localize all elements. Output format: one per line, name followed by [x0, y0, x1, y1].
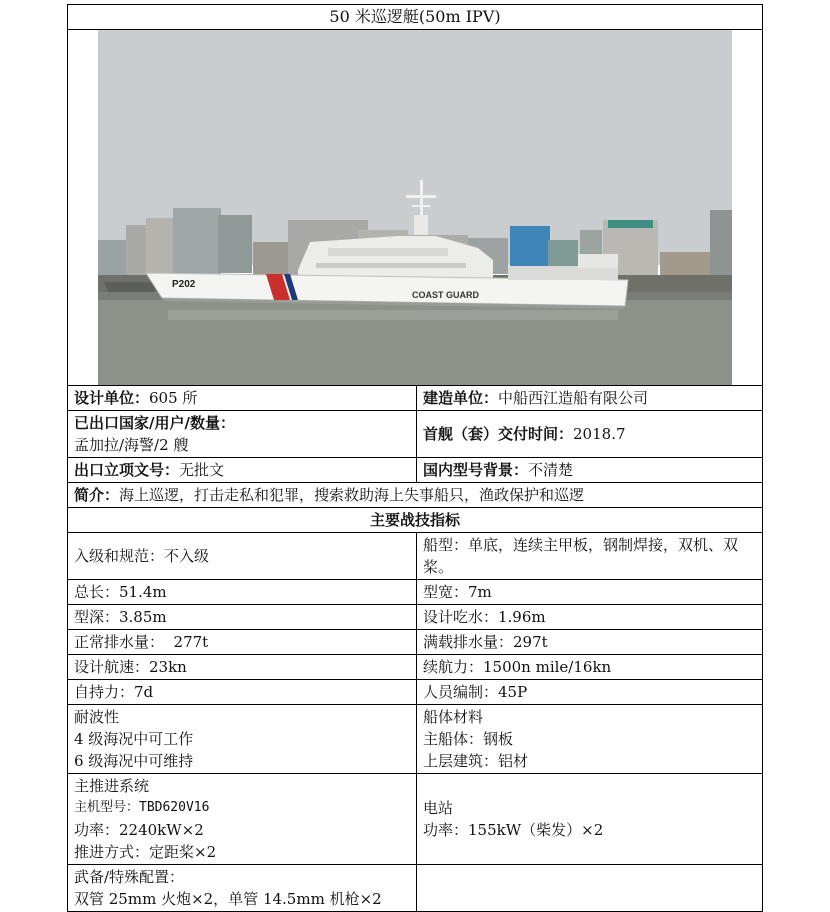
weapons-cell [68, 865, 417, 911]
row-propulsion-power [68, 773, 762, 864]
page-title: 50 米巡逻艇(50m IPV) [329, 7, 501, 26]
row-depth-draft [68, 604, 762, 629]
class-cell: 入级和规范：不入级 [68, 533, 417, 579]
hull-material-line: 上层建筑：铝材 [423, 752, 529, 770]
seakeeping-title: 耐波性 [74, 708, 120, 726]
depth-cell: 型深：3.85m [68, 605, 417, 629]
row-seakeeping-material [68, 704, 762, 773]
delivery-label: 首舰（套）交付时间： [423, 425, 574, 443]
power-station-cell [417, 774, 762, 864]
approval-label: 出口立项文号： [74, 461, 180, 479]
intro-value: 海上巡逻，打击走私和犯罪，搜索救助海上失事船只，渔政保护和巡逻 [119, 486, 585, 504]
row-spec-header [68, 507, 762, 532]
row-endurance-crew [68, 679, 762, 704]
domestic-label: 国内型号背景： [423, 461, 529, 479]
builder-value: 中船西江造船有限公司 [498, 389, 649, 407]
intro-label: 简介： [74, 486, 120, 504]
approval-cell [68, 458, 417, 482]
builder-cell [417, 386, 762, 410]
propulsion-line: 功率：2240kW×2 [74, 821, 204, 839]
designer-label: 设计单位： [74, 389, 150, 407]
propulsion-line: 推进方式：定距桨×2 [74, 843, 217, 861]
hull-material-line: 主船体：钢板 [423, 730, 514, 748]
domestic-cell [417, 458, 762, 482]
endurance-cell: 自持力：7d [68, 680, 417, 704]
intro-cell [68, 483, 762, 507]
seakeeping-cell [68, 705, 417, 773]
hull-material-title: 船体材料 [423, 708, 484, 726]
export-value: 孟加拉/海警/2 艘 [74, 436, 189, 454]
beam-cell: 型宽：7m [423, 583, 492, 601]
designer-cell [68, 386, 417, 410]
row-length-beam [68, 579, 762, 604]
normal-displacement-cell: 正常排水量： 277t [68, 630, 417, 654]
row-speed-range [68, 654, 762, 679]
spec-sheet [67, 4, 763, 912]
row-export-delivery [68, 410, 762, 457]
propulsion-title: 主推进系统 [74, 777, 150, 795]
propulsion-line: 主机型号：TBD620V16 [74, 800, 210, 815]
row-weapons [68, 864, 762, 911]
export-cell [68, 411, 417, 457]
spec-header: 主要战技指标 [369, 511, 460, 529]
hull-material-cell [417, 705, 762, 773]
designer-value: 605 所 [149, 389, 198, 407]
weapons-line: 双管 25mm 火炮×2，单管 14.5mm 机枪×2 [74, 890, 382, 908]
water [98, 292, 732, 385]
approval-value: 无批文 [179, 461, 225, 479]
power-station-title: 电站 [423, 799, 454, 817]
hull-marking: P202 [172, 279, 196, 290]
full-displacement-cell: 满载排水量：297t [423, 633, 548, 651]
builder-label: 建造单位： [423, 389, 499, 407]
draft-cell: 设计吃水：1.96m [423, 608, 546, 626]
power-station-line: 功率：155kW（柴发）×2 [423, 821, 604, 839]
ship-illustration [98, 30, 732, 385]
seakeeping-line: 4 级海况中可工作 [74, 730, 194, 748]
title-row [68, 5, 762, 29]
export-label: 已出口国家/用户/数量： [74, 414, 235, 432]
empty-cell [417, 865, 762, 911]
row-class-shiptype [68, 532, 762, 579]
crew-cell: 人员编制：45P [423, 683, 528, 701]
row-intro [68, 482, 762, 507]
small-boat [104, 282, 160, 292]
ship-photo [98, 30, 732, 385]
delivery-cell [417, 411, 762, 457]
range-cell: 续航力：1500n mile/16kn [423, 658, 612, 676]
domestic-value: 不清楚 [528, 461, 574, 479]
weapons-title: 武备/特殊配置： [74, 868, 185, 886]
row-designer-builder [68, 385, 762, 410]
speed-cell: 设计航速：23kn [68, 655, 417, 679]
coast-guard-text: COAST GUARD [412, 290, 479, 300]
row-approval-domestic [68, 457, 762, 482]
length-cell: 总长：51.4m [68, 580, 417, 604]
propulsion-cell [68, 774, 417, 864]
ship-type-cell: 船型：单底，连续主甲板，钢制焊接，双机、双桨。 [423, 536, 739, 576]
photo-row [68, 29, 762, 385]
delivery-value: 2018.7 [573, 425, 626, 443]
seakeeping-line: 6 级海况中可维持 [74, 752, 194, 770]
row-displacement [68, 629, 762, 654]
